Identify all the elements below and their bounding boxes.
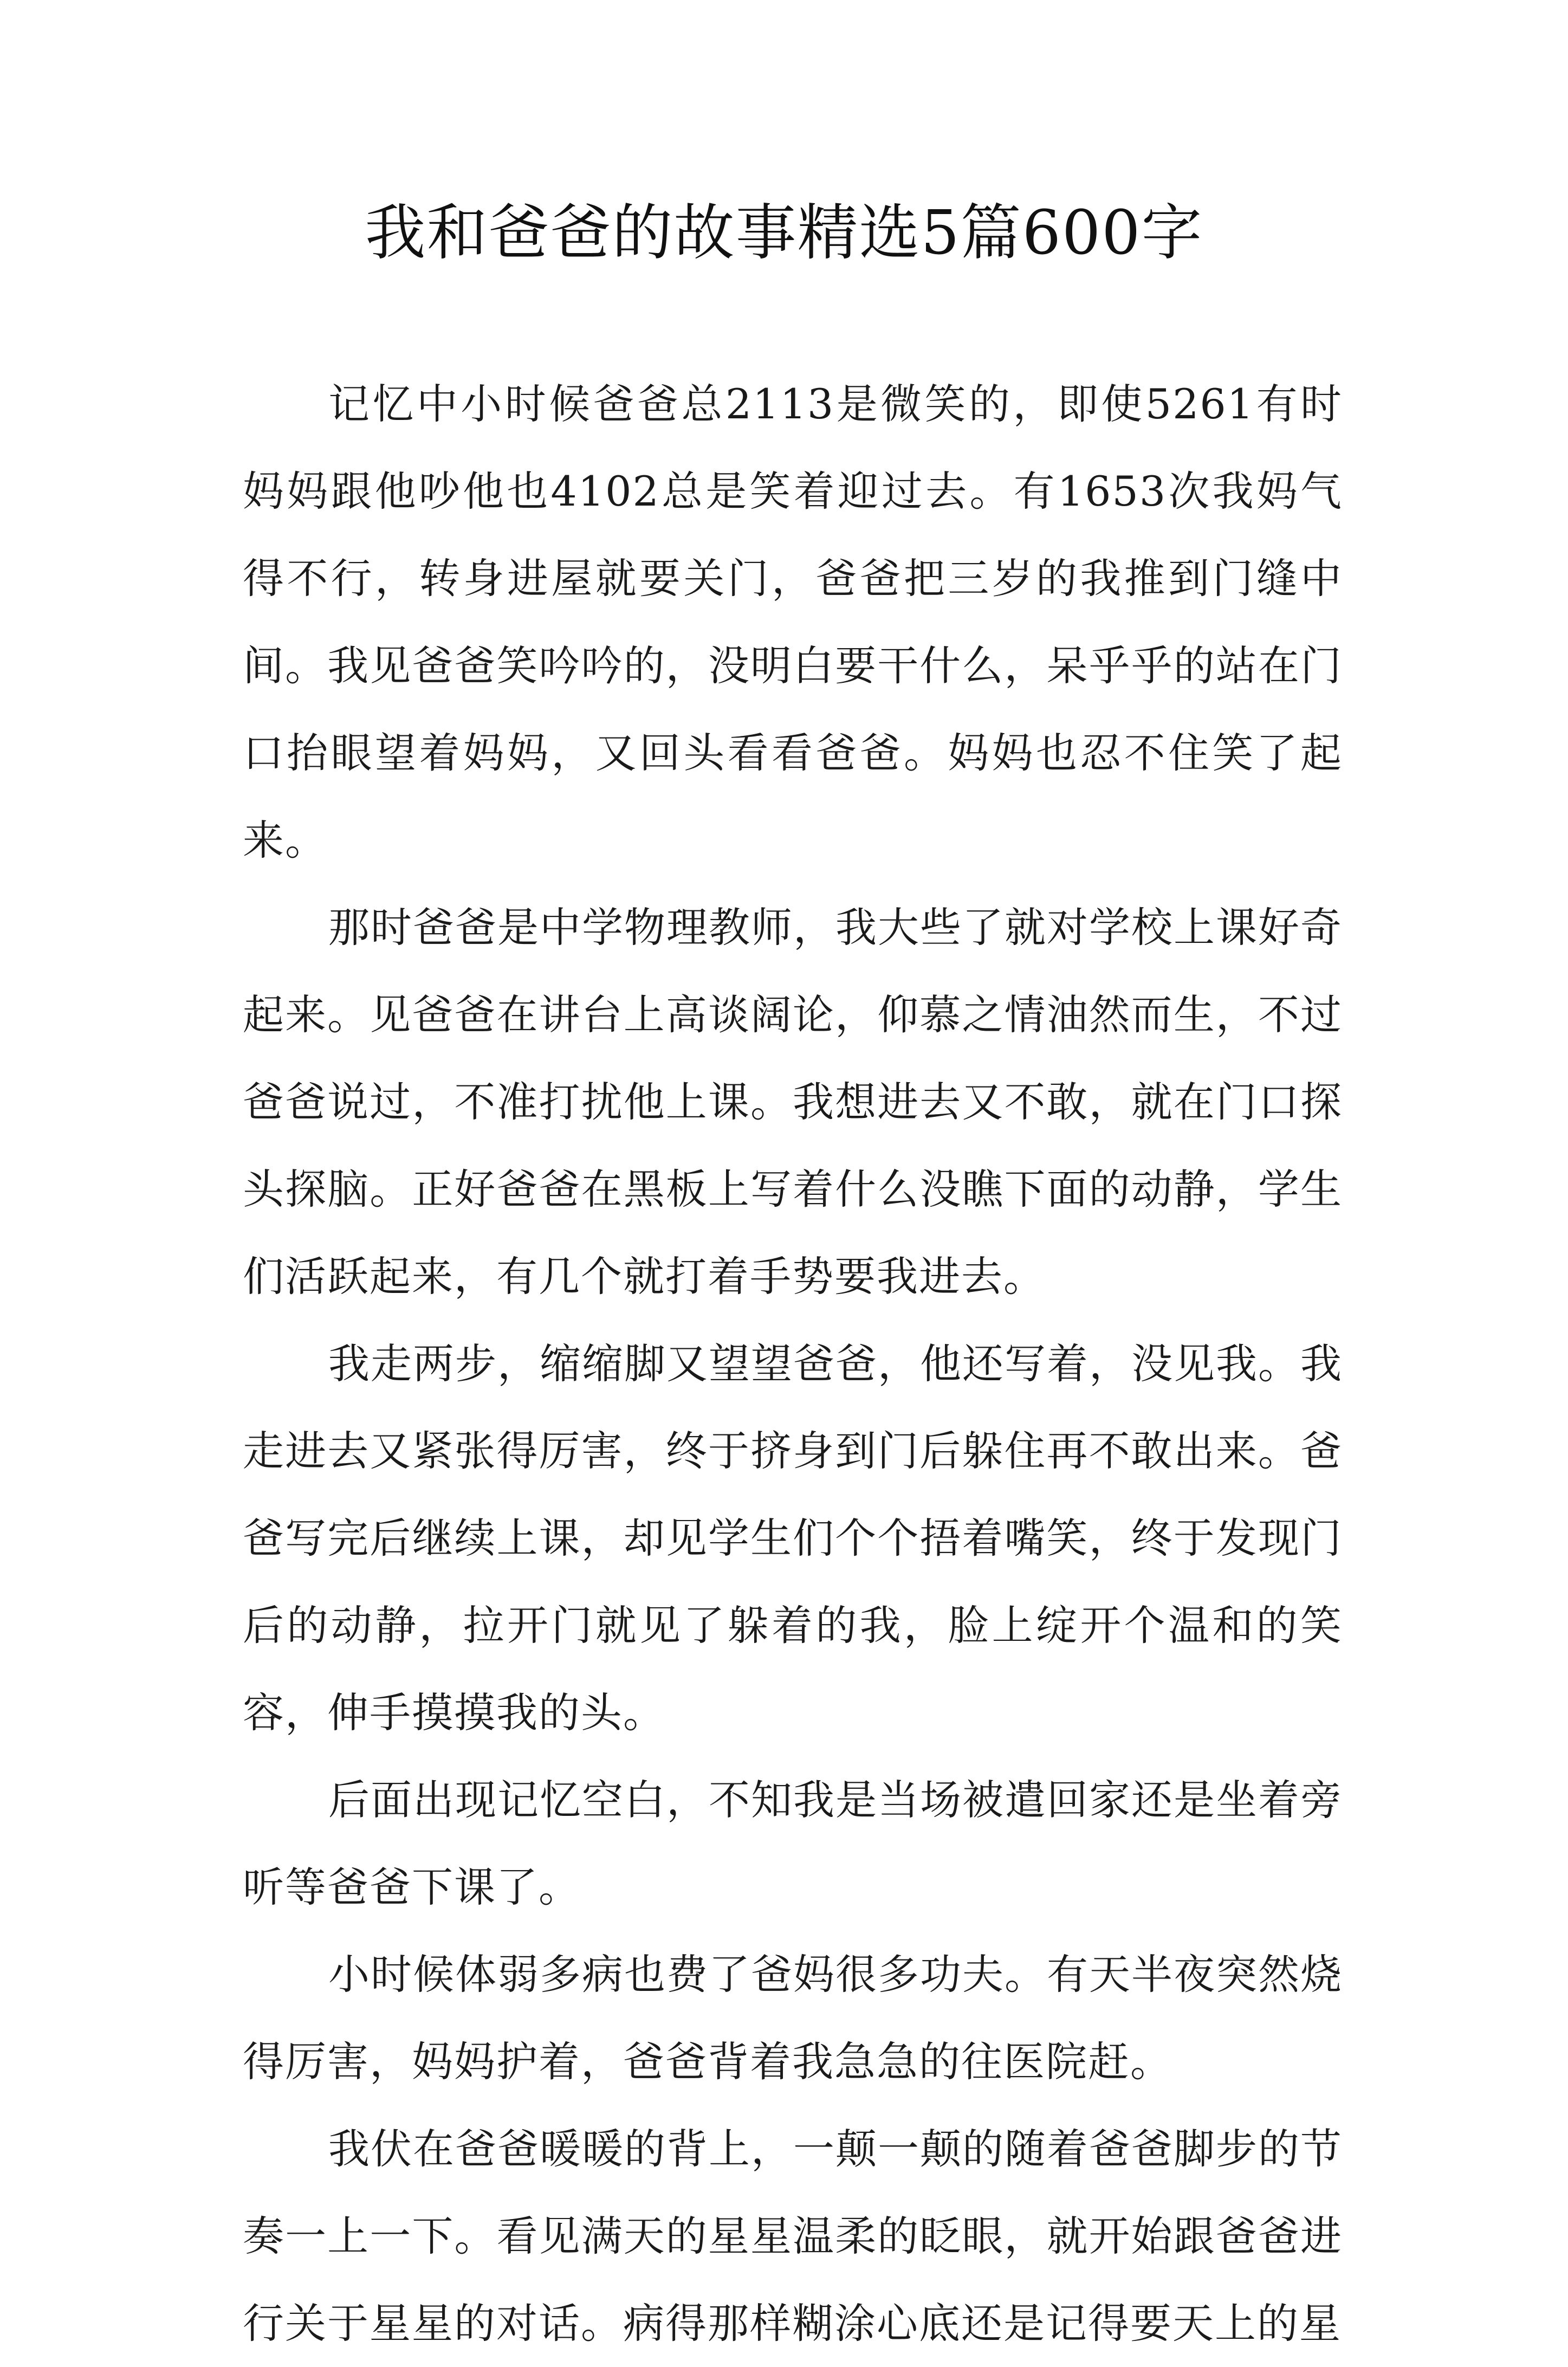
paragraph-1: 记忆中小时候爸爸总2113是微笑的，即使5261有时妈妈跟他吵他也4102总是笑着迎过去。有1653次我妈气得不行，转身进屋就要关门，爸爸把三岁的我推到门缝中间。我见爸爸笑吟吟的，没明白要干什么，呆乎乎的站在门口抬眼望着妈妈，又回头看看爸爸。妈妈也忍不住笑了起来。 [243, 380, 1343, 864]
document-title: 我和爸爸的故事精选5篇600字 [365, 198, 1203, 268]
paragraph-5: 小时候体弱多病也费了爸妈很多功夫。有天半夜突然烧得厉害，妈妈护着，爸爸背着我急急的往医院赶。 [243, 1950, 1343, 2086]
paragraph-6: 我伏在爸爸暖暖的背上，一颠一颠的随着爸爸脚步的节奏一上一下。看见满天的星星温柔的眨眼，就开始跟爸爸进行关于星星的对话。病得那样糊涂心底还是记得要天上的星 [243, 2125, 1343, 2347]
paragraph-4: 后面出现记忆空白，不知我是当场被遣回家还是坐着旁听等爸爸下课了。 [243, 1776, 1343, 1911]
document-body [243, 360, 1343, 2367]
paragraph-3: 我走两步，缩缩脚又望望爸爸，他还写着，没见我。我走进去又紧张得厉害，终于挤身到门后躲住再不敢出来。爸爸写完后继续上课，却见学生们个个捂着嘴笑，终于发现门后的动静，拉开门就见了躲着的我，脸上绽开个温和的笑容，伸手摸摸我的头。 [243, 1340, 1343, 1737]
paragraph-2: 那时爸爸是中学物理教师，我大些了就对学校上课好奇起来。见爸爸在讲台上高谈阔论，仰慕之情油然而生，不过爸爸说过，不准打扰他上课。我想进去又不敢，就在门口探头探脑。正好爸爸在黑板上写着什么没瞧下面的动静，学生们活跃起来，有几个就打着手势要我进去。 [243, 903, 1343, 1301]
